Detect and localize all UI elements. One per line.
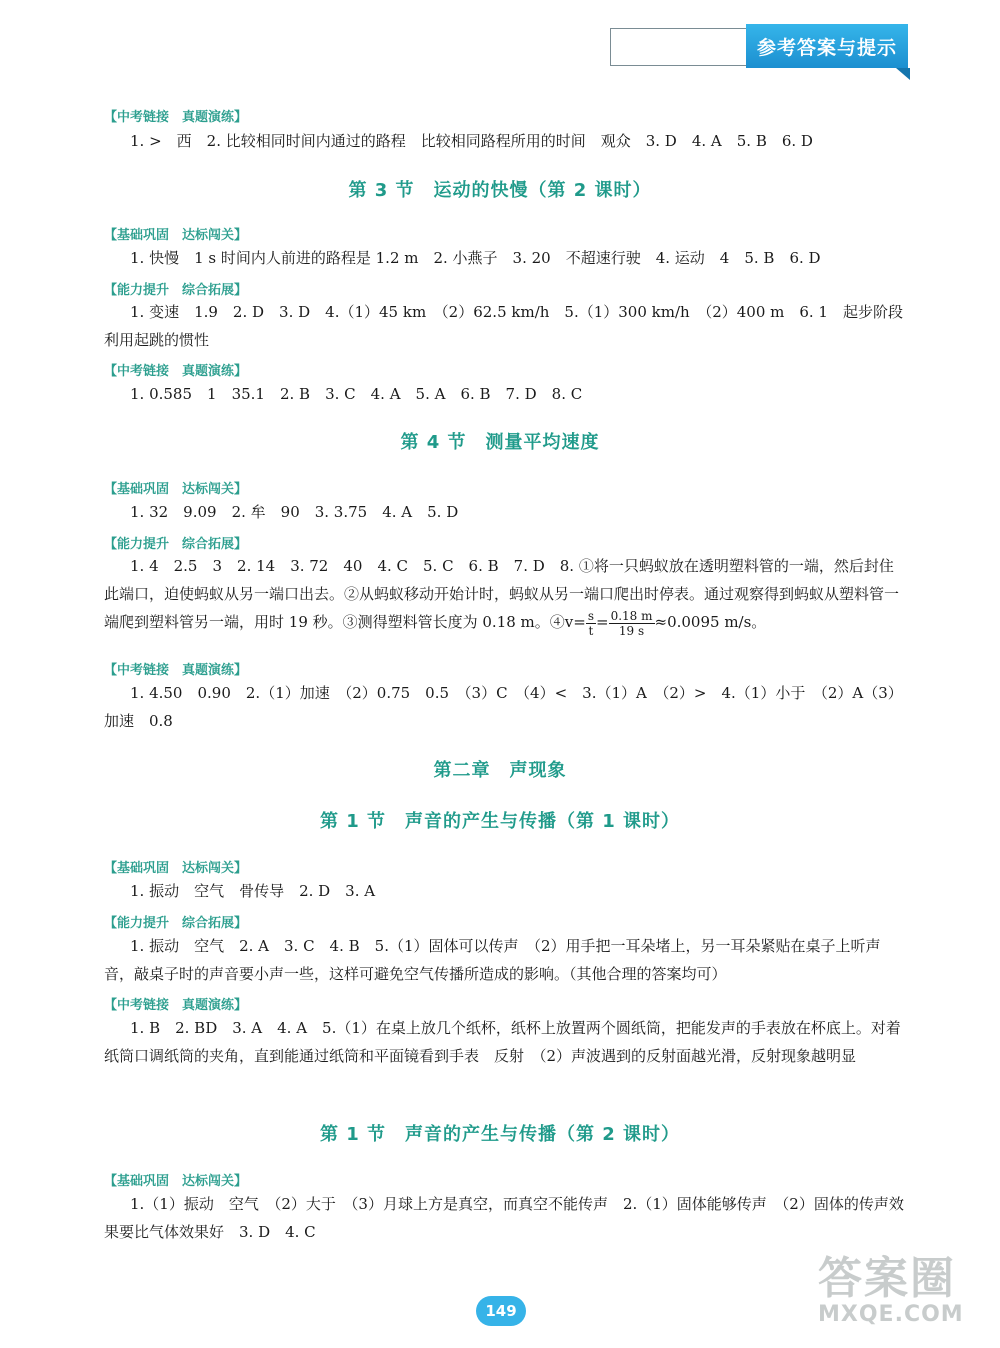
answer-paragraph: 1. 振动 空气 2. A 3. C 4. B 5.（1）固体可以传声 （2）用手把一耳朵堵上，另一耳朵紧贴在桌子上听声音，敲桌子时的声音要小声一些，这样可避免空气传播所造成的影响。（其他合理的答案均可） [104, 937, 881, 983]
answer-line: 1. 振动 空气 骨传导 2. D 3. A [130, 882, 376, 900]
answer-line: 1. 32 9.09 2. 牟 90 3. 3.75 4. A 5. D [130, 503, 459, 521]
answer-paragraph: 1. 变速 1.9 2. D 3. D 4.（1）45 km （2）62.5 km/h 5.（1）300 km/h （2）400 m 6. 1 起步阶段利用起跳的惯性 [104, 303, 903, 349]
section-label: 【基础巩固 达标闯关】 [104, 1174, 248, 1189]
section-label: 【基础巩固 达标闯关】 [104, 861, 248, 876]
section-label: 【中考链接 真题演练】 [104, 663, 248, 678]
watermark-logo: 答案圈 MXQE.COM [818, 1253, 964, 1327]
section-heading: 第 4 节 测量平均速度 [400, 432, 600, 453]
answer-line: 1. 快慢 1 s 时间内人前进的路程是 1.2 m 2. 小燕子 3. 20 不超速行驶 4. 运动 4 5. B 6. D [130, 249, 821, 267]
section-heading: 第 1 节 声音的产生与传播（第 1 课时） [319, 811, 681, 832]
section-label: 【基础巩固 达标闯关】 [104, 228, 248, 243]
section-label: 【中考链接 真题演练】 [104, 998, 248, 1013]
section-label: 【基础巩固 达标闯关】 [104, 482, 248, 497]
answer-paragraph: 1.（1）振动 空气 （2）大于 （3）月球上方是真空，而真空不能传声 2.（1）固体能够传声 （2）固体的传声效果要比气体效果好 3. D 4. C [104, 1195, 904, 1241]
answer-paragraph: 1. 4.50 0.90 2.（1）加速 （2）0.75 0.5 （3）C （4）< 3.（1）A （2）> 4.（1）小于 （2）A（3）加速 0.8 [104, 684, 903, 730]
section-label: 【中考链接 真题演练】 [104, 110, 248, 125]
velocity-result: ≈0.0095 m/s。 [654, 613, 767, 631]
velocity-fraction-symbol: $\frac{s}{t}$ [587, 608, 594, 638]
section-label: 【能力提升 综合拓展】 [104, 916, 248, 931]
velocity-fraction-values: $\frac{0.18 m}{19 s}$ [610, 608, 653, 638]
header-title-tab: 参考答案与提示 [746, 24, 908, 68]
section-heading: 第 1 节 声音的产生与传播（第 2 课时） [319, 1124, 681, 1145]
section-label: 【能力提升 综合拓展】 [104, 537, 248, 552]
header-blank-box [610, 28, 747, 66]
answer-paragraph: 1. B 2. BD 3. A 4. A 5.（1）在桌上放几个纸杯，纸杯上放置两个圆纸筒，把能发声的手表放在杯底上。对着纸筒口调纸筒的夹角，直到能通过纸筒和平面镜看到手表 反射 （2）声波遇到的反射面越光滑，反射现象越明显 [104, 1019, 901, 1065]
section-label: 【能力提升 综合拓展】 [104, 283, 248, 298]
answer-paragraph: 1. 4 2.5 3 2. 14 3. 72 40 4. C 5. C 6. B 7. D 8. ①将一只蚂蚁放在透明塑料管的一端，然后封住此端口，迫使蚂蚁从另一端口出去。②从蚂蚁移动开始计时，蚂蚁从另一端口爬出时停表。通过观察得到蚂蚁从塑料管一端爬到塑料管另一端，用时 19 秒。③测得塑料管长度为 0.18 m。④v= $\frac{s}{t}$ = $\frac{0.18 m}{19 s}$ ≈0.0095 m/s。 [104, 557, 900, 638]
answer-text: 1. 4 2.5 3 2. 14 3. 72 40 4. C 5. C 6. B 7. D 8. ①将一只蚂蚁放在透明塑料管的一端，然后封住此端口，迫使蚂蚁从另一端口出去。②从蚂蚁移动开始计时，蚂蚁从另一端口爬出时停表。通过观察得到蚂蚁从塑料管一端爬到塑料管另一端，用时 19 秒。③测得塑料管长度为 0.18 m。④v= [104, 557, 900, 631]
answer-line: 1. 0.585 1 35.1 2. B 3. C 4. A 5. A 6. B 7. D 8. C [130, 385, 583, 403]
answer-line: 1. > 西 2. 比较相同时间内通过的路程 比较相同路程所用的时间 观众 3. D 4. A 5. B 6. D [130, 132, 813, 150]
section-label: 【中考链接 真题演练】 [104, 364, 248, 379]
chapter-heading: 第二章 声现象 [433, 760, 567, 781]
section-heading: 第 3 节 运动的快慢（第 2 课时） [348, 180, 652, 201]
page-number: 149 [476, 1296, 526, 1326]
